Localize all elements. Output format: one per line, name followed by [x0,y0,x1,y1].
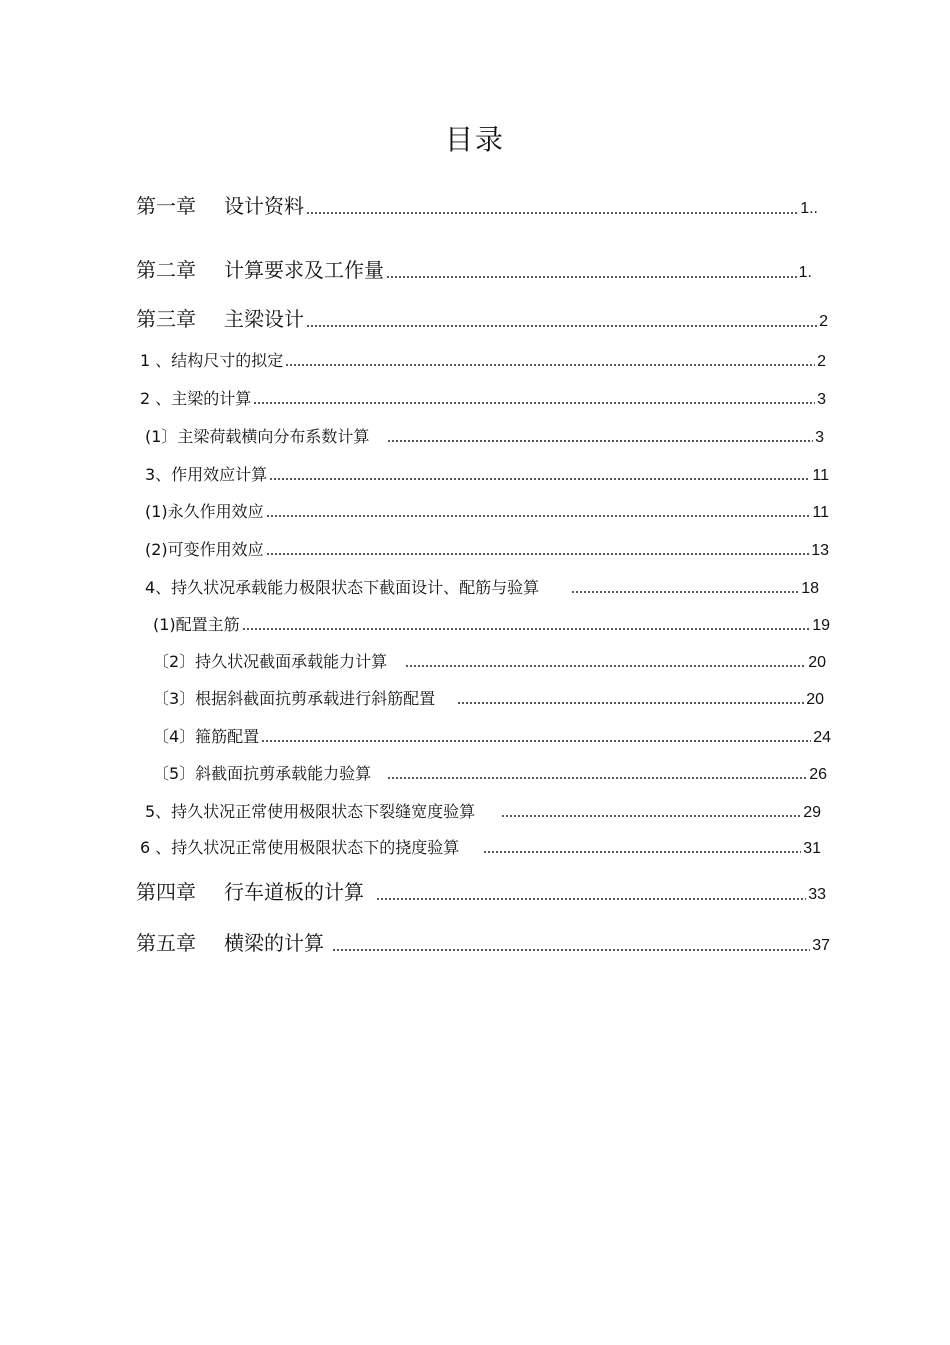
toc-title: 目录 [444,123,505,156]
page-number: 3 [817,391,826,408]
toc-entry-chapter-1[interactable] [136,190,818,219]
page-number: 31 [803,840,821,857]
section-label: 〔4〕箍筋配置 [153,727,260,746]
chapter-label [136,190,304,219]
chapter-title: 行车道板的计算 [224,880,364,904]
section-label: 〔5〕斜截面抗剪承载能力验算 [153,764,372,783]
page-number: 18 [801,580,819,597]
toc-entry-subsection[interactable] [153,724,831,747]
chapter-label [136,927,324,956]
dot-leader [376,897,806,900]
section-label: 6 、持久状况正常使用极限状态下的挠度验算 [140,838,460,857]
toc-entry-subsection[interactable] [145,499,829,522]
chapter-number: 第四章 [136,880,196,904]
section-label: 4、持久状况承载能力极限状态下截面设计、配筋与验算 [145,578,540,597]
toc-entry-chapter-3[interactable] [136,303,828,332]
chapter-number: 第三章 [136,307,196,331]
chapter-label [136,876,364,905]
section-label: (1〕主梁荷载横向分布系数计算 [145,427,370,446]
chapter-title: 计算要求及工作量 [224,258,384,282]
chapter-label [136,303,304,332]
dot-leader [306,211,798,214]
section-label: 〔2〕持久状况截面承载能力计算 [153,652,388,671]
toc-entry-chapter-4[interactable] [136,876,826,905]
page-number: 20 [808,654,826,671]
chapter-title: 设计资料 [224,194,304,218]
chapter-title: 横梁的计算 [224,931,324,955]
page-number: 29 [803,804,821,821]
section-label: 3、作用效应计算 [145,465,268,484]
page-number: 26 [809,766,827,783]
dot-leader [386,275,797,278]
chapter-number: 第五章 [136,931,196,955]
page-number: 20 [806,691,824,708]
dot-leader [571,590,799,593]
dot-leader [501,814,801,817]
section-label: 5、持久状况正常使用极限状态下裂缝宽度验算 [145,802,476,821]
page-number: 3 [815,429,824,446]
toc-entry-subsection[interactable] [153,686,824,709]
chapter-label [136,254,384,283]
page-number: 37 [812,937,830,954]
page-number: 2 [817,353,826,370]
toc-entry-subsection[interactable] [153,761,827,784]
toc-entry-section-2[interactable] [140,386,826,409]
chapter-number: 第一章 [136,194,196,218]
chapter-number: 第二章 [136,258,196,282]
toc-entry-subsection[interactable] [153,612,830,635]
toc-entry-section-1[interactable] [140,348,826,371]
dot-leader [405,664,806,667]
section-label: 1 、结构尺寸的拟定 [140,351,284,370]
section-label: 〔3〕根据斜截面抗剪承载进行斜筋配置 [153,689,436,708]
page-number: 1.. [800,200,818,217]
dot-leader [269,477,810,480]
page-number: 2 [819,313,828,330]
page-number: 33 [808,886,826,903]
page-number: 11 [812,467,829,484]
dot-leader [387,439,813,442]
toc-entry-section-3[interactable] [145,462,829,485]
chapter-title: 主梁设计 [224,307,304,331]
section-label: 2 、主梁的计算 [140,389,252,408]
dot-leader [387,776,807,779]
toc-entry-chapter-2[interactable] [136,254,812,283]
toc-entry-subsection[interactable] [153,649,826,672]
page-number: 11 [812,504,829,521]
dot-leader [242,627,811,630]
dot-leader [266,552,810,555]
page-number: 1. [798,264,812,281]
dot-leader [261,739,811,742]
toc-entry-subsection[interactable] [145,537,829,560]
section-label: (2)可变作用效应 [145,540,264,559]
page-number: 24 [813,729,831,746]
toc-entry-section-4[interactable] [145,575,819,598]
dot-leader [266,514,811,517]
dot-leader [253,401,815,404]
dot-leader [285,363,815,366]
toc-entry-chapter-5[interactable] [136,927,830,956]
toc-entry-section-6[interactable] [140,835,821,858]
section-label: (1)永久作用效应 [145,502,264,521]
dot-leader [483,850,801,853]
page-number: 19 [812,617,830,634]
dot-leader [306,324,817,327]
page-number: 13 [811,542,829,559]
section-label: (1)配置主筋 [153,615,240,634]
dot-leader [457,701,804,704]
toc-entry-section-5[interactable] [145,799,821,822]
toc-entry-subsection[interactable] [145,424,824,447]
dot-leader [332,948,810,951]
